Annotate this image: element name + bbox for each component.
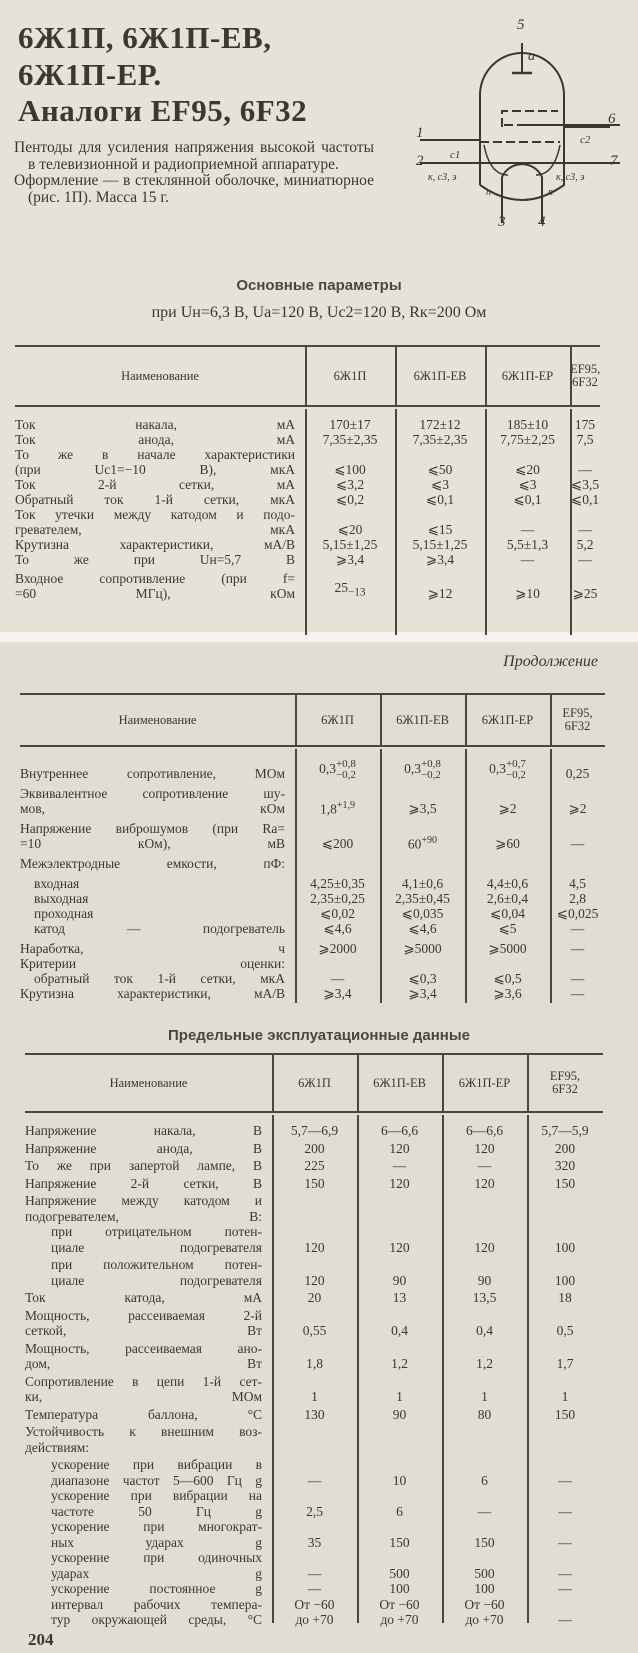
cathode-right-label: к, c3, э — [556, 172, 585, 183]
cell-value: 5,7—5,9 — [541, 1123, 589, 1138]
cell-value: — — [558, 1534, 572, 1550]
row-label: Наработка, ч — [20, 941, 285, 956]
row-label: ускорение при вибрации на частоте 50 Гц g — [51, 1488, 262, 1519]
row-label: Сопротивление в цепи 1-й сет- ки, МОм — [25, 1373, 262, 1404]
column-header: Наименование — [109, 1075, 188, 1090]
cell-value: 1 — [561, 1389, 569, 1404]
cell-value: 80 — [477, 1406, 492, 1422]
cell-value: ⩾60 — [495, 836, 520, 851]
pin-7-label: 7 — [610, 153, 618, 169]
cell-value: — — [330, 971, 345, 986]
cell-value: 1,2 — [476, 1356, 493, 1371]
cell-value: 7,35±2,35 — [412, 432, 468, 447]
cell-value: — — [570, 921, 585, 936]
row-label: Внутреннее сопротивление, МОм — [20, 766, 285, 781]
table-row — [25, 1141, 603, 1157]
row-label: ускорение при одиночных ударах g — [51, 1550, 262, 1581]
cell-value: 150 — [389, 1534, 410, 1550]
row-label: катод — подогреватель — [34, 921, 285, 936]
row-label: Ток катода, мА — [25, 1290, 262, 1305]
cell-value: 1,7 — [556, 1356, 574, 1371]
row-label: Мощность, рассеиваемая ано- дом, Вт — [25, 1340, 262, 1371]
cell-value: 90 — [392, 1406, 407, 1422]
row-label: То же при запертой лампе, В — [25, 1158, 262, 1173]
table-body — [25, 1123, 603, 1628]
row-label: Обратный ток 1-й сетки, мкА — [15, 492, 295, 507]
cell-value: 5,5±1,3 — [506, 537, 549, 552]
cell-value: $25_{-13}$ — [334, 580, 366, 599]
cell-value: 120 — [389, 1239, 410, 1255]
cell-value: — — [570, 986, 585, 1001]
row-label: Ток утечки между катодом и подо- гревателем, мкА — [15, 507, 295, 537]
cell-value: ⩽0,025 — [556, 906, 599, 921]
row-label: выходная — [34, 891, 89, 906]
cell-value: ⩾2 — [498, 801, 517, 816]
cell-value: 0,3 +0,8 −0,2 — [404, 758, 441, 781]
table-row — [25, 1341, 603, 1372]
row-label: Межэлектродные емкости, пФ: — [20, 856, 285, 871]
table-row — [25, 1224, 603, 1255]
cell-value: — — [570, 836, 585, 851]
cell-value: ⩽3 — [430, 477, 450, 492]
cell-value: — — [578, 462, 592, 477]
cell-value: 120 — [304, 1239, 325, 1255]
cell-value: 1 — [311, 1389, 318, 1404]
tube-pinout-diagram — [416, 15, 620, 230]
tube-envelope — [480, 53, 564, 200]
cell-value: ⩾3,4 — [408, 986, 437, 1001]
pin-3-label: 3 — [498, 214, 506, 230]
cell-value: 5,15±1,25 — [412, 537, 468, 552]
cell-value: — — [570, 971, 585, 986]
cell-value: 120 — [304, 1272, 325, 1288]
cell-value: ⩽0,3 — [408, 971, 437, 986]
cell-value: 0,3 +0,7 −0,2 — [489, 758, 526, 781]
main-params-table — [15, 345, 600, 635]
cell-value: 90 — [392, 1272, 407, 1288]
table-row — [20, 821, 605, 851]
design-text: Оформление — в стеклянной оболочке, миниатюрное (рис. 1П). Масса 15 г. — [14, 172, 374, 206]
limits-table — [25, 1053, 603, 1627]
cell-value: 18 — [558, 1290, 572, 1305]
cell-value: 35 — [307, 1534, 322, 1550]
table-row — [20, 906, 605, 921]
cell-value: ⩾3,4 — [323, 986, 352, 1001]
cell-value: 4,5 — [569, 876, 586, 891]
header-bottom-rule — [20, 745, 605, 747]
table-row — [25, 1581, 603, 1597]
table-row — [25, 1550, 603, 1581]
row-label: ускорение при вибрации в диапазоне частот 5—600 Гц g — [51, 1457, 262, 1488]
cell-value: 6 — [481, 1472, 488, 1488]
cell-value: 7,75±2,25 — [500, 432, 555, 447]
cell-value: 7,35±2,35 — [322, 432, 378, 447]
row-label: обратный ток 1-й сетки, мкА — [34, 971, 285, 986]
column-header: 6Ж1П-ЕВ — [396, 712, 449, 727]
row-label: Крутизна характеристики, мА/В — [15, 537, 295, 552]
cell-value: ⩾5000 — [403, 941, 442, 956]
cell-value: ⩽0,5 — [493, 971, 522, 986]
table-row — [25, 1519, 603, 1550]
cell-value: 100 — [554, 1272, 576, 1288]
row-label: Крутизна характеристики, мА/В — [20, 986, 285, 1001]
cell-value: 0,55 — [302, 1323, 327, 1338]
cell-value: 172±12 — [419, 417, 461, 432]
column-header: 6Ж1П-ЕВ — [373, 1075, 426, 1090]
table-row — [20, 891, 605, 906]
cell-value: 100 — [554, 1239, 576, 1255]
cell-value: От −60 до +70 — [294, 1596, 335, 1627]
cell-value: ⩾2 — [568, 801, 587, 816]
cell-value: 5,7—6,9 — [290, 1123, 339, 1138]
cell-value: 2,5 — [306, 1503, 323, 1519]
column-header: EF95, 6F32 — [549, 1069, 581, 1096]
table-row — [15, 571, 600, 601]
cell-value: — — [477, 1158, 492, 1173]
cell-value: 1 — [481, 1389, 488, 1404]
pin-5-label: 5 — [517, 17, 525, 33]
table-row — [20, 956, 605, 971]
title-line-1: 6Ж1П, 6Ж1П-ЕВ, — [18, 20, 272, 55]
cell-value: ⩽4,6 — [408, 921, 437, 936]
cell-value: 13,5 — [472, 1290, 497, 1305]
cell-value: — — [558, 1565, 572, 1581]
cell-value: ⩽50 — [427, 462, 453, 477]
table-header-row — [20, 695, 605, 745]
row-label: Напряжение виброшумов (при Rа= =10 кОм), мВ — [20, 821, 285, 851]
row-label: Ток 2-й сетки, мА — [15, 477, 295, 492]
table-body — [20, 759, 605, 1001]
cell-value: 4,25±0,35 — [310, 876, 365, 891]
table-row — [25, 1158, 603, 1174]
cell-value: $1,8^{+1,9}$ — [319, 799, 355, 816]
cell-value: 20 — [307, 1290, 322, 1305]
purpose-text: Пентоды для усиления напряжения высокой частоты в телевизионной и радиоприемной аппаратуре. — [14, 139, 374, 173]
table-header-row — [15, 347, 600, 405]
cell-value: ⩾3,5 — [408, 801, 437, 816]
cell-value: 150 — [554, 1175, 576, 1191]
cell-value: ⩽200 — [321, 836, 354, 851]
cell-value: 0,5 — [556, 1323, 574, 1338]
row-label: Напряжение накала, В — [25, 1123, 262, 1138]
cell-value: 320 — [554, 1158, 576, 1173]
pin-1-label: 1 — [416, 125, 424, 141]
header-bottom-rule — [15, 405, 600, 407]
heater-right-label: п — [548, 187, 553, 198]
table-row — [15, 432, 600, 447]
cell-value: ⩽3 — [518, 477, 537, 492]
cell-value: 4,4±0,6 — [486, 876, 529, 891]
row-label: То же в начале характеристики (при Uс1=−10 В), мкА — [15, 447, 295, 477]
grid2-label: c2 — [580, 134, 591, 146]
column-header: 6Ж1П — [333, 368, 367, 383]
row-label: Входное сопротивление (при f= =60 МГц), кОм — [15, 571, 295, 601]
page-number: 204 — [28, 1630, 54, 1649]
cell-value: ⩽20 — [337, 522, 363, 537]
cell-value: 185±10 — [506, 417, 549, 432]
cell-value: ⩽0,02 — [320, 906, 355, 921]
cell-value: 120 — [474, 1175, 495, 1191]
cell-value: ⩽15 — [427, 522, 453, 537]
cell-value: 10 — [392, 1472, 407, 1488]
cell-value: 0,4 — [391, 1323, 408, 1338]
cell-value: — — [558, 1503, 572, 1519]
cell-value: 1 — [396, 1389, 403, 1404]
row-label: Критерии оценки: — [20, 956, 285, 971]
cell-value: ⩽0,2 — [335, 492, 365, 507]
section-title-limits: Предельные эксплуатационные данные — [168, 1027, 470, 1044]
cell-value: От −60 до +70 — [379, 1596, 420, 1627]
cell-value: — — [558, 1581, 572, 1596]
cell-value: ⩽3,5 — [570, 477, 600, 492]
cell-value: 200 — [304, 1140, 325, 1156]
row-label: при положительном потен- циале подогревателя — [51, 1257, 262, 1288]
table-row — [15, 477, 600, 492]
table-body — [15, 417, 600, 601]
cell-value: 4,1±0,6 — [401, 876, 444, 891]
table-row — [15, 552, 600, 567]
row-label: ускорение при многократ- ных ударах g — [51, 1519, 262, 1550]
column-header: 6Ж1П — [321, 712, 354, 727]
cell-value: 6—6,6 — [465, 1123, 504, 1138]
grid1-label: c1 — [450, 149, 461, 161]
table-header-row — [25, 1055, 603, 1111]
cell-value: 2,35±0,45 — [395, 891, 450, 906]
cell-value: 150 — [304, 1175, 325, 1191]
cell-value: 2,8 — [569, 891, 586, 906]
cell-value: — — [477, 1503, 492, 1519]
cell-value: 5,15±1,25 — [322, 537, 378, 552]
column-header: 6Ж1П — [298, 1075, 331, 1090]
table-row — [20, 971, 605, 986]
table-row — [20, 941, 605, 956]
cathode-left-label: к, c3, э — [428, 172, 457, 183]
cell-value: — — [307, 1581, 322, 1596]
table-row — [20, 921, 605, 936]
table-row — [20, 759, 605, 781]
table-row — [15, 537, 600, 552]
cell-value: ⩽0,1 — [570, 492, 600, 507]
cell-value: 0,4 — [476, 1323, 493, 1338]
title-line-2: 6Ж1П-ЕР. — [18, 57, 162, 92]
cell-value: 5,2 — [576, 537, 594, 552]
table-row — [15, 447, 600, 477]
cell-value: ⩾25 — [572, 586, 598, 601]
table-row — [15, 417, 600, 432]
cell-value: 7,5 — [576, 432, 594, 447]
pin-2-label: 2 — [416, 153, 424, 169]
cell-value: 120 — [389, 1140, 410, 1156]
cell-value: 13 — [392, 1290, 407, 1305]
cell-value: — — [392, 1158, 407, 1173]
table-row — [25, 1457, 603, 1488]
table-row — [25, 1257, 603, 1288]
measurement-conditions: при Uн=6,3 В, Uа=120 В, Uс2=120 В, Rк=200 Ом — [151, 304, 487, 321]
cell-value: 2,35±0,25 — [310, 891, 365, 906]
table-row — [25, 1407, 603, 1423]
column-header: EF95, 6F32 — [570, 362, 601, 389]
table-row — [25, 1176, 603, 1192]
cell-value: ⩽4,6 — [323, 921, 352, 936]
main-params-table-continued — [20, 693, 605, 1003]
cell-value: 6 — [396, 1503, 403, 1519]
cell-value: 175 — [574, 417, 596, 432]
column-header: 6Ж1П-ЕР — [458, 1075, 511, 1090]
description — [14, 140, 374, 206]
cell-value: ⩽0,035 — [401, 906, 444, 921]
row-label: ускорение постоянное g — [51, 1581, 262, 1596]
cell-value: — — [558, 1612, 572, 1627]
table-row — [20, 786, 605, 816]
cell-value: 90 — [477, 1272, 492, 1288]
cell-value: ⩾5000 — [488, 941, 527, 956]
cell-value: ⩽3,2 — [335, 477, 365, 492]
row-label: То же при Uн=5,7 В — [15, 552, 295, 567]
row-label: Ток анода, мА — [15, 432, 295, 447]
row-label: входная — [34, 876, 80, 891]
cell-value: — — [307, 1565, 322, 1581]
row-label: Ток накала, мА — [15, 417, 295, 432]
cell-value: 225 — [304, 1158, 325, 1173]
table-row — [25, 1488, 603, 1519]
cell-value: 100 — [474, 1581, 495, 1596]
cell-value: ⩾3,4 — [425, 552, 455, 567]
cell-value: 150 — [554, 1406, 576, 1422]
cell-value: 200 — [554, 1140, 576, 1156]
table-row — [20, 986, 605, 1001]
cell-value: ⩽0,04 — [490, 906, 525, 921]
cell-value: От −60 до +70 — [464, 1596, 505, 1627]
cell-value: 1,2 — [391, 1356, 408, 1371]
cell-value: ⩾10 — [515, 586, 540, 601]
cell-value: 120 — [474, 1239, 495, 1255]
cell-value: 1,8 — [306, 1356, 323, 1371]
cell-value: — — [520, 552, 535, 567]
cell-value: 130 — [304, 1406, 325, 1422]
table-row — [25, 1424, 603, 1455]
cell-value: ⩾2000 — [318, 941, 357, 956]
cell-value: ⩽0,1 — [425, 492, 455, 507]
cell-value: 0,25 — [565, 766, 590, 781]
cell-value: 500 — [389, 1565, 410, 1581]
cell-value: ⩾12 — [427, 586, 453, 601]
table-row — [20, 856, 605, 871]
cell-value: 170±17 — [329, 417, 371, 432]
cell-value: — — [520, 522, 535, 537]
table-row — [15, 507, 600, 537]
cell-value: ⩽0,1 — [513, 492, 542, 507]
column-header: Наименование — [118, 712, 197, 727]
table-row — [15, 492, 600, 507]
column-header: 6Ж1П-ЕВ — [413, 368, 467, 383]
row-label: при отрицательном потен- циале подогревателя — [51, 1224, 262, 1255]
table-row — [25, 1374, 603, 1405]
cell-value: ⩽20 — [515, 462, 540, 477]
heater-left-label: п — [486, 187, 491, 198]
column-header: 6Ж1П-ЕР — [481, 712, 534, 727]
cell-value: — — [578, 552, 592, 567]
row-label: Напряжение 2-й сетки, В — [25, 1175, 262, 1191]
pin-4-label: 4 — [538, 214, 546, 230]
header-bottom-rule — [25, 1111, 603, 1113]
column-header: Наименование — [121, 368, 199, 383]
cell-value: 120 — [474, 1140, 495, 1156]
row-label: проходная — [34, 906, 94, 921]
cell-value: ⩾3,6 — [493, 986, 522, 1001]
cell-value: 2,6±0,4 — [486, 891, 529, 906]
anode-label: a — [528, 49, 535, 64]
table-row — [25, 1597, 603, 1628]
table-row — [25, 1123, 603, 1139]
cell-value: $60^{+90}$ — [407, 834, 438, 851]
cell-value: ⩽5 — [498, 921, 517, 936]
continuation-label: Продолжение — [503, 653, 598, 670]
table-row — [25, 1308, 603, 1339]
row-label: Мощность, рассеиваемая 2-й сеткой, Вт — [25, 1307, 262, 1338]
cell-value: — — [558, 1472, 572, 1488]
row-label: Напряжение анода, В — [25, 1140, 262, 1156]
table-row — [20, 876, 605, 891]
cell-value: 100 — [389, 1581, 410, 1596]
cell-value: ⩾3,4 — [335, 552, 365, 567]
row-label: интервал рабочих темпера- тур окружающей среды, °С — [51, 1596, 262, 1627]
row-label: Температура баллона, °С — [25, 1406, 262, 1422]
row-label: Напряжение между катодом и подогревателем, В: — [25, 1193, 262, 1224]
column-header: EF95, 6F32 — [562, 706, 593, 733]
cell-value: — — [578, 522, 592, 537]
row-label: Устойчивость к внешним воз- действиям: — [25, 1424, 262, 1455]
table-row — [25, 1290, 603, 1306]
row-label: Эквивалентное сопротивление шу- мов, кОм — [20, 786, 285, 816]
cell-value: 6—6,6 — [380, 1123, 419, 1138]
table-row — [25, 1193, 603, 1224]
cell-value: 500 — [474, 1565, 495, 1581]
cell-value: 120 — [389, 1175, 410, 1191]
column-header: 6Ж1П-ЕР — [501, 368, 554, 383]
section-title-main-params: Основные параметры — [236, 277, 402, 294]
cell-value: — — [307, 1472, 322, 1488]
pin-6-label: 6 — [608, 111, 616, 127]
title-analogs: Аналоги EF95, 6F32 — [18, 93, 308, 128]
cell-value: ⩽100 — [334, 462, 366, 477]
cell-value: 150 — [474, 1534, 495, 1550]
cell-value: — — [570, 941, 585, 956]
cell-value: 0,3 +0,8 −0,2 — [319, 758, 356, 781]
